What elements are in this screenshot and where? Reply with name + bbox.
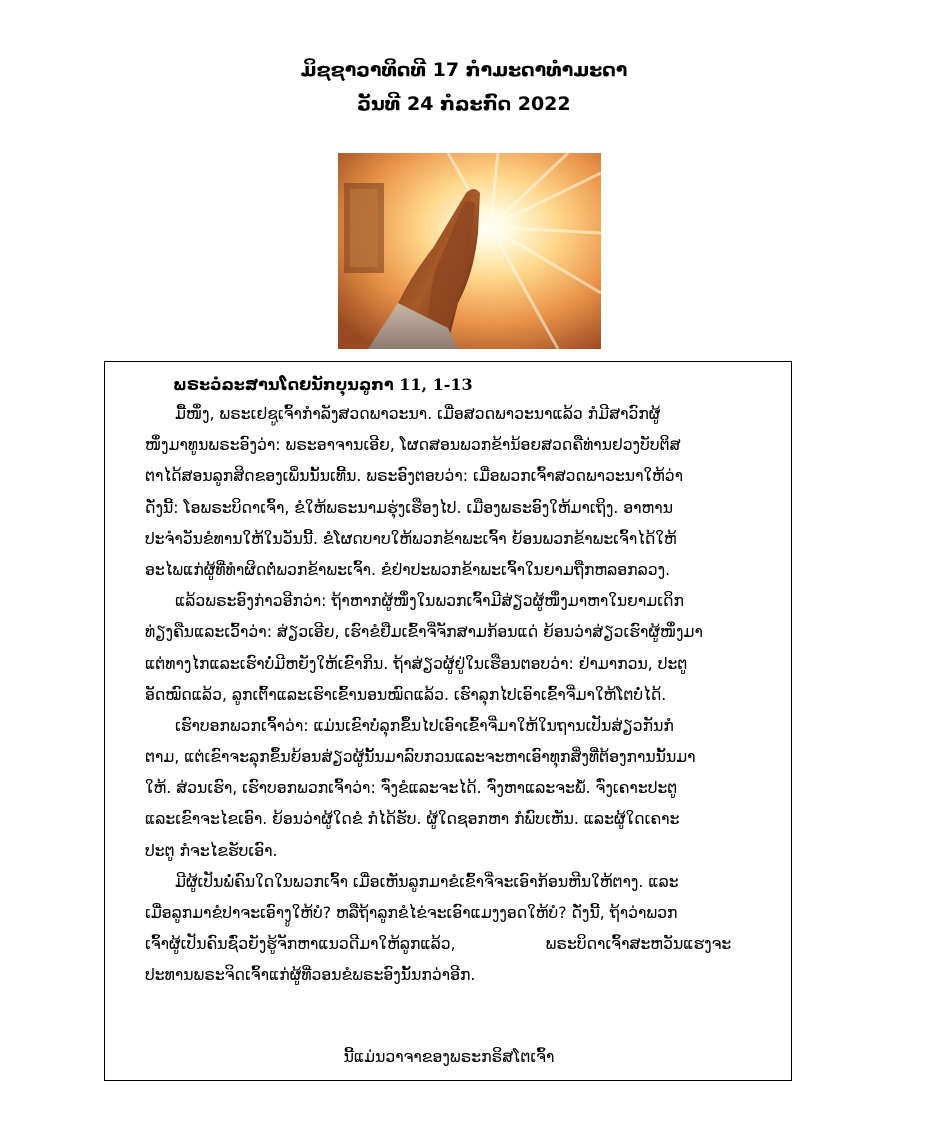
text-line: ປະທານພຣະຈິດເຈົ້າແກ່ຜູ້ທີ່ວອນຂໍພຣະອົງນັ້ນກວ່າອີກ. <box>145 966 476 985</box>
text-line: ຕາໄດ້ສອນລູກສິດຂອງເພິ່ນນັ້ນເທີ້ນ. ພຣະອົງຕອບວ່າ: ເມື່ອພວກເຈົ້າສວດພາວະນາໃຫ້ວ່າ <box>145 467 684 486</box>
paragraph-3 <box>145 711 785 867</box>
text-line: ແລະເຂົາຈະໄຂເອົາ. ຍ້ອນວ່າຜູ້ໃດຂໍ ກໍໄດ້ຮັບ. ຜູ້ໃດຊອກຫາ ກໍພົບເຫັນ. ແລະຜູ້ໃດເຄາະ <box>145 810 680 829</box>
text-line: ປະຈຳວັນຂໍທານໃຫ້ໃນວັນນີ້. ຂໍໂຜດບາບໃຫ້ພວກຂ້າພະເຈົ້າ ຍ້ອນພວກຂ້າພະເຈົ້າໄດ້ໃຫ້ <box>145 529 677 548</box>
text-line: ຕາມ, ແຕ່ເຂົາຈະລຸກຂຶ້ນຍ້ອນສ່ຽວຜູ້ນັ້ນມາລົບກວນແລະຈະຫາເອົາທຸກສິ່ງທີ່ຕ້ອງການນັ້ນມາ <box>145 748 696 767</box>
closing-acclamation: ນີ້ແມ່ນວາຈາຂອງພຣະກຣິສໂຕເຈົ້າ <box>343 1048 555 1066</box>
text-line-part: ເຈົ້າຜູ້ເປັນຄົນຊົ່ວຍັງຮູ້ຈັກຫາແນວດີມາໃຫ້ລູກແລ້ວ, <box>145 935 456 954</box>
praying-hands-image <box>338 153 601 349</box>
text-line <box>145 929 785 960</box>
text-line: ອັດໝົດແລ້ວ, ລູກເຕົ້າແລະເຮົາເຂົ້ານອນໝົດແລ້ວ. ເຮົາລຸກໄປເອົາເຂົ້າຈີ່ມາໃຫ້ໂຕບໍ່ໄດ້. <box>145 685 667 704</box>
reading-heading <box>173 374 473 396</box>
text-line: ດັ່ງນີ້: ໂອພຣະບິດາເຈົ້າ, ຂໍໃຫ້ພຣະນາມຮຸ່ງເຮືອງໄປ. ເມືອງພຣະອົງໃຫ້ມາເຖິງ. ອາຫານ <box>145 498 673 517</box>
text-line: ປະຕູ ກໍຈະໄຂຮັບເອົາ. <box>145 841 278 860</box>
text-line: ເມື່ອລູກມາຂໍປາຈະເອົາງູໃຫ້ບໍ? ຫລືຖ້າລູກຂໍໄຂ່ຈະເອົາແມງງອດໃຫ້ບໍ? ດັ່ງນີ້, ຖ້າວ່າພວກ <box>145 904 678 922</box>
text-line: ມື້ໜຶ່ງ, ພຣະເຢຊູເຈົ້າກຳລັງສວດພາວະນາ. ເມື່ອສວດພາວະນາແລ້ວ ກໍມີສາວົກຜູ້ <box>175 405 661 423</box>
reading-heading-title: ພຣະວໍລະສານໂດຍນັກບຸນລູກາ <box>173 375 394 394</box>
page-title: ມິຊຊາວາທິດທີ 17 ກຳມະດາທຳມະດາ <box>300 59 628 81</box>
text-line: ທ່ຽງຄືນແລະເວົ້າວ່າ: ສ່ຽວເອີຍ, ເຮົາຂໍຢືມເຂົ້າຈີ່ຈັກສາມກ້ອນແດ່ ຍ້ອນວ່າສ່ຽວເຮົາຜູ້ໜຶ່ງມາ <box>145 623 703 642</box>
text-line: ມີຜູ້ເປັນພໍ່ຄົນໃດໃນພວກເຈົ້າ ເມື່ອເຫັນລູກມາຂໍເຂົ້າຈີ່ຈະເອົາກ້ອນຫີນໃຫ້ຕາງ. ແລະ <box>175 872 679 891</box>
text-line: ແຕ່ທາງໄກແລະເຮົາບໍ່ມີຫຍັງໃຫ້ເຂົາກິນ. ຖ້າສ່ຽວຜູ້ຢູ່ໃນເຮືອນຕອບວ່າ: ຢ່າມາກວນ, ປະຕູ <box>145 654 688 673</box>
reading-heading-reference: 11, 1-13 <box>399 375 473 394</box>
text-line: ອະໄພແກ່ຜູ້ທີ່ທຳຜິດຕໍ່ພວກຂ້າພະເຈົ້າ. ຂໍຢ່າປະພວກຂ້າພະເຈົ້າໃນຍາມຖືກຫລອກລວງ. <box>145 560 671 579</box>
paragraph-2 <box>145 586 785 711</box>
text-line: ໜຶ່ງມາທູນພຣະອົງວ່າ: ພຣະອາຈານເອີຍ, ໂຜດສອນພວກຂ້ານ້ອຍສວດຄືທ່ານຢວງບັບຕິສ <box>145 436 681 455</box>
text-line: ແລ້ວພຣະອົງກ່າວອີກວ່າ: ຖ້າຫາກຜູ້ໜຶ່ງໃນພວກເຈົ້າມີສ່ຽວຜູ້ໜຶ່ງມາຫາໃນຍາມເດິກ <box>175 592 684 611</box>
text-line: ເຮົາບອກພວກເຈົ້າວ່າ: ແມ່ນເຂົາບໍ່ລຸກຂຶ້ນໄປເອົາເຂົ້າຈີ່ມາໃຫ້ໃນຖານເປັນສ່ຽວກັນກໍ <box>175 716 674 735</box>
paragraph-1 <box>145 399 785 586</box>
text-line-part: ພຣະບິດາເຈົ້າສະຫວັນແຮງຈະ <box>545 935 732 954</box>
paragraph-4 <box>145 867 785 992</box>
text-line: ໃຫ້. ສ່ວນເຮົາ, ເຮົາບອກພວກເຈົ້າວ່າ: ຈົ່ງຂໍແລະຈະໄດ້. ຈົ່ງຫາແລະຈະພໍ້. ຈົ່ງເຄາະປະຕູ <box>145 779 678 798</box>
gospel-reading-box <box>104 361 792 1081</box>
page-date: ວັນທີ 24 ກໍລະກົດ 2022 <box>357 93 571 115</box>
reading-body <box>145 399 785 992</box>
